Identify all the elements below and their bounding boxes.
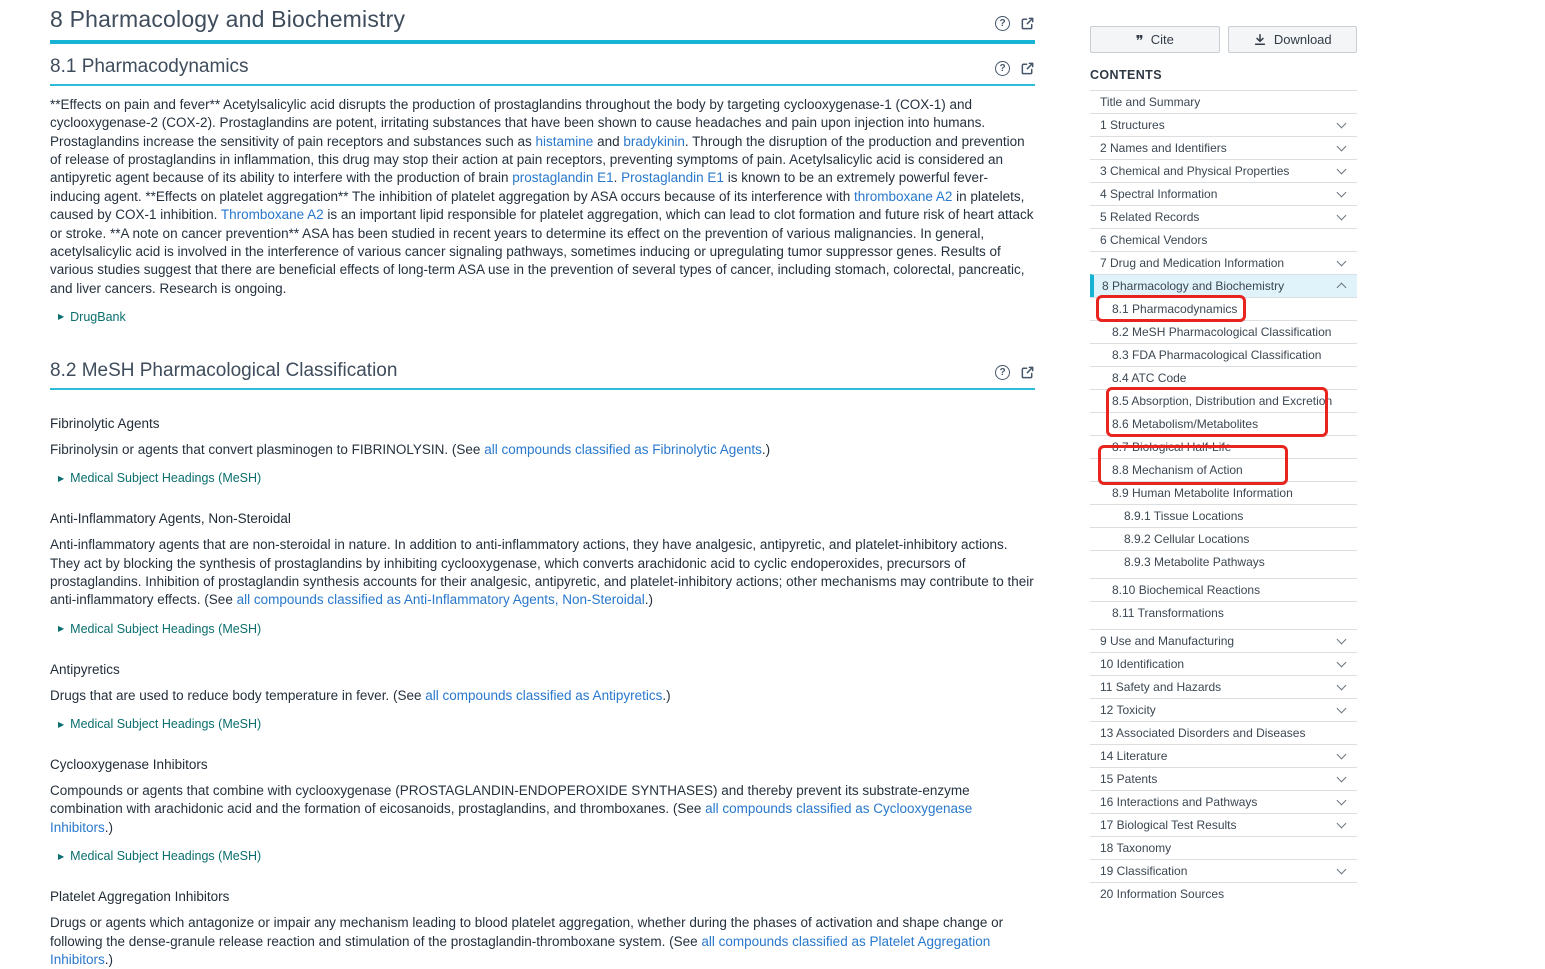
sidebar-item-label: 12 Toxicity bbox=[1100, 703, 1156, 717]
sidebar-item-10-identification[interactable] bbox=[1090, 652, 1357, 675]
sidebar-item-label: 3 Chemical and Physical Properties bbox=[1100, 164, 1290, 178]
external-link-icon[interactable] bbox=[1020, 365, 1035, 380]
mesh-classification-header bbox=[50, 360, 1035, 390]
sidebar-item-label: 8.1 Pharmacodynamics bbox=[1112, 302, 1238, 316]
sidebar-item-6-chemical-vendors[interactable] bbox=[1090, 228, 1357, 251]
chevron-down-icon bbox=[1337, 119, 1347, 129]
sidebar-item-3-chemical-and-physical-properties[interactable] bbox=[1090, 159, 1357, 182]
sidebar-item-label: 18 Taxonomy bbox=[1100, 841, 1172, 855]
mesh-toggle[interactable] bbox=[58, 717, 1035, 731]
sidebar-item-9-use-and-manufacturing[interactable] bbox=[1090, 629, 1357, 652]
classification-text: Drugs that are used to reduce body temperature in fever. (See all compounds classified as Antipyretics.) bbox=[50, 687, 671, 703]
sidebar-item-8-8-mechanism-of-action[interactable] bbox=[1090, 458, 1357, 481]
sidebar-item-11-safety-and-hazards[interactable] bbox=[1090, 675, 1357, 698]
chevron-down-icon bbox=[1337, 635, 1347, 645]
classification-text: Anti-inflammatory agents that are non-steroidal in nature. In addition to anti-inflammatory actions, they have analgesic, antipyretic, and platelet-inhibitory actions. They act by blocking the synthesis of prostaglandins by inhibiting cyclooxygenase, which converts arachidonic acid to cyclic endoperoxides, precursors of prostaglandins. Inhibition of prostaglandin synthesis accounts for their analgesic, antipyretic, and platelet-inhibitory actions; other mechanisms may contribute to their anti-inflammatory effects. (See all compounds classified as Anti-Inflammatory Agents, Non-Steroidal.) bbox=[50, 537, 1034, 608]
sidebar-item-label: 16 Interactions and Pathways bbox=[1100, 795, 1258, 809]
external-link-icon[interactable] bbox=[1020, 16, 1035, 31]
sidebar-item-label: 6 Chemical Vendors bbox=[1100, 233, 1208, 247]
inline-link[interactable]: Thromboxane A2 bbox=[220, 207, 324, 223]
download-button-label: Download bbox=[1273, 32, 1332, 47]
sidebar-item-label: 5 Related Records bbox=[1100, 210, 1200, 224]
sidebar-item-label: Title and Summary bbox=[1100, 95, 1201, 109]
sidebar-item-label: 11 Safety and Hazards bbox=[1100, 680, 1222, 694]
chevron-down-icon bbox=[1337, 865, 1347, 875]
sidebar-item-label: 8.9 Human Metabolite Information bbox=[1112, 486, 1293, 500]
sidebar-item-label: 17 Biological Test Results bbox=[1100, 818, 1237, 832]
inline-link[interactable]: all compounds classified as Anti-Inflammatory Agents, Non-Steroidal bbox=[236, 592, 645, 608]
sidebar-item-label: 8.10 Biochemical Reactions bbox=[1112, 583, 1261, 597]
pharmacodynamics-text: **Effects on pain and fever** Acetylsalicylic acid disrupts the production of prostaglandins throughout the body by targeting cyclooxygenase-1 (COX-1) and cyclooxygenase-2 (COX-2). Prostaglandins are potent, irritating substances that have been shown to cause headaches and pain upon injection into humans. Prostaglandins increase the sensitivity of pain receptors and substances such as histamine and bradykinin. Through the disruption of the production and prevention of release of prostaglandins in inflammation, this drug may stop their action at pain receptors, preventing symptoms of pain. Acetylsalicylic acid is considered an antipyretic agent because of its ability to interfere with the production of brain prostaglandin E1. Prostaglandin E1 is known to be an extremely powerful fever-inducing agent. **Effects on platelet aggregation** The inhibition of platelet aggregation by ASA occurs because of its interference with thromboxane A2 in platelets, caused by COX-1 inhibition. Thromboxane A2 is an important lipid responsible for platelet aggregation, which can lead to clot formation and future risk of heart attack or stroke. **A note on cancer prevention** ASA has been studied in recent years to determine its effect on the prevention of various malignancies. In general, acetylsalicylic acid is involved in the interference of various cancer signaling pathways, sometimes inducing or upregulating tumor suppressor genes. Results of various studies suggest that there are beneficial effects of long-term ASA use in the prevention of several types of cancer, including stomach, colorectal, pancreatic, and liver cancers. Research is ongoing. bbox=[50, 97, 1034, 296]
mesh-classification-blocks bbox=[50, 416, 1035, 969]
section-header bbox=[50, 6, 1035, 44]
expand-arrow-icon: ▶ bbox=[58, 624, 65, 634]
sidebar-item-8-9-2-cellular-locations[interactable] bbox=[1090, 527, 1357, 550]
drugbank-toggle-label: DrugBank bbox=[70, 309, 126, 324]
sidebar-item-label: 14 Literature bbox=[1100, 749, 1168, 763]
chevron-down-icon bbox=[1337, 704, 1347, 714]
inline-link[interactable]: all compounds classified as Fibrinolytic Agents bbox=[484, 441, 762, 457]
sidebar-item-label: 10 Identification bbox=[1100, 657, 1185, 671]
chevron-down-icon bbox=[1337, 142, 1347, 152]
classification-heading: Fibrinolytic Agents bbox=[50, 415, 160, 431]
sidebar-item-label: 8.8 Mechanism of Action bbox=[1112, 463, 1243, 477]
sidebar-item-8-5-absorption-distribution-and-excretion[interactable] bbox=[1090, 389, 1357, 412]
sidebar-item-label: 8.2 MeSH Pharmacological Classification bbox=[1112, 325, 1332, 339]
sidebar-item-8-11-transformations[interactable] bbox=[1090, 601, 1357, 624]
download-icon bbox=[1253, 33, 1267, 47]
cite-button[interactable] bbox=[1090, 26, 1220, 53]
sidebar-item-19-classification[interactable] bbox=[1090, 859, 1357, 882]
help-icon[interactable]: ? bbox=[995, 61, 1010, 76]
classification-heading: Platelet Aggregation Inhibitors bbox=[50, 889, 230, 905]
chevron-down-icon bbox=[1337, 819, 1347, 829]
inline-link[interactable]: all compounds classified as Platelet Aggregation Inhibitors bbox=[50, 933, 991, 967]
chevron-down-icon bbox=[1337, 165, 1347, 175]
section-title: 8 Pharmacology and Biochemistry bbox=[50, 6, 406, 32]
sidebar-item-18-taxonomy[interactable] bbox=[1090, 836, 1357, 859]
sidebar-item-8-7-biological-half-life[interactable] bbox=[1090, 435, 1357, 458]
sidebar-item-label: 2 Names and Identifiers bbox=[1100, 141, 1227, 155]
help-icon[interactable]: ? bbox=[995, 16, 1010, 31]
inline-link[interactable]: all compounds classified as Cyclooxygenase Inhibitors bbox=[50, 801, 973, 835]
mesh-toggle-label: Medical Subject Headings (MeSH) bbox=[70, 471, 262, 486]
sidebar-item-label: 8.9.1 Tissue Locations bbox=[1124, 509, 1244, 523]
sidebar-actions bbox=[1090, 26, 1357, 53]
inline-link[interactable]: thromboxane A2 bbox=[854, 188, 953, 204]
sidebar-item-8-10-biochemical-reactions[interactable] bbox=[1090, 578, 1357, 601]
mesh-toggle-label: Medical Subject Headings (MeSH) bbox=[70, 849, 262, 864]
chevron-down-icon bbox=[1337, 658, 1347, 668]
sidebar-item-label: 8 Pharmacology and Biochemistry bbox=[1102, 279, 1285, 293]
inline-link[interactable]: Prostaglandin E1 bbox=[621, 170, 724, 186]
sidebar-item-5-related-records[interactable] bbox=[1090, 205, 1357, 228]
contents-heading: CONTENTS bbox=[1090, 68, 1162, 82]
sidebar-item-label: 9 Use and Manufacturing bbox=[1100, 634, 1235, 648]
classification-text: Fibrinolysin or agents that convert plasminogen to FIBRINOLYSIN. (See all compounds classified as Fibrinolytic Agents.) bbox=[50, 441, 771, 457]
sidebar-item-label: 8.3 FDA Pharmacological Classification bbox=[1112, 348, 1322, 362]
sidebar-item-label: 1 Structures bbox=[1100, 118, 1165, 132]
mesh-toggle[interactable] bbox=[58, 471, 1035, 485]
chevron-down-icon bbox=[1337, 796, 1347, 806]
expand-arrow-icon: ▶ bbox=[58, 719, 65, 729]
sidebar-item-15-patents[interactable] bbox=[1090, 767, 1357, 790]
contents-sidebar bbox=[1090, 26, 1357, 905]
sidebar-item-8-9-human-metabolite-information[interactable] bbox=[1090, 481, 1357, 504]
sidebar-item-17-biological-test-results[interactable] bbox=[1090, 813, 1357, 836]
sidebar-item-label: 8.7 Biological Half-Life bbox=[1112, 440, 1232, 454]
subsection-title: 8.2 MeSH Pharmacological Classification bbox=[50, 359, 398, 381]
classification-text: Compounds or agents that combine with cyclooxygenase (PROSTAGLANDIN-ENDOPEROXIDE SYNTHASES) and thereby prevent its substrate-enzyme combination with arachidonic acid and the formation of eicosanoids, prostaglandins, and thromboxanes. (See all compounds classified as Cyclooxygenase Inhibitors.) bbox=[50, 783, 973, 835]
inline-link[interactable]: prostaglandin E1 bbox=[512, 170, 614, 186]
chevron-down-icon bbox=[1337, 750, 1347, 760]
chevron-up-icon bbox=[1337, 283, 1347, 293]
sidebar-item-1-structures[interactable] bbox=[1090, 113, 1357, 136]
main-content bbox=[50, 6, 1035, 969]
sidebar-item-label: 8.6 Metabolism/Metabolites bbox=[1112, 417, 1259, 431]
pharmacodynamics-header bbox=[50, 56, 1035, 86]
classification-text: Drugs or agents which antagonize or impair any mechanism leading to blood platelet aggregation, whether during the phases of activation and shape change or following the dense-granule release reaction and stimulation of the prostaglandin-thromboxane system. (See all compounds classified as Platelet Aggregation Inhibitors.) bbox=[50, 915, 1004, 967]
mesh-toggle[interactable] bbox=[58, 622, 1035, 636]
sidebar-item-label: 15 Patents bbox=[1100, 772, 1158, 786]
mesh-toggle-label: Medical Subject Headings (MeSH) bbox=[70, 717, 262, 732]
sidebar-item-8-9-3-metabolite-pathways[interactable] bbox=[1090, 550, 1357, 573]
sidebar-item-4-spectral-information[interactable] bbox=[1090, 182, 1357, 205]
sidebar-item-8-pharmacology-and-biochemistry[interactable] bbox=[1090, 274, 1357, 297]
sidebar-item-16-interactions-and-pathways[interactable] bbox=[1090, 790, 1357, 813]
chevron-down-icon bbox=[1337, 257, 1347, 267]
drugbank-toggle[interactable] bbox=[58, 310, 1035, 324]
mesh-toggle-label: Medical Subject Headings (MeSH) bbox=[70, 621, 262, 636]
sidebar-item-7-drug-and-medication-information[interactable] bbox=[1090, 251, 1357, 274]
sidebar-item-label: 8.5 Absorption, Distribution and Excretion bbox=[1112, 394, 1333, 408]
classification-heading: Antipyretics bbox=[50, 661, 120, 677]
sidebar-item-label: 7 Drug and Medication Information bbox=[1100, 256, 1285, 270]
sidebar-item-label: 8.11 Transformations bbox=[1112, 606, 1224, 620]
sidebar-item-label: 8.9.2 Cellular Locations bbox=[1124, 532, 1250, 546]
cite-button-label: Cite bbox=[1150, 32, 1174, 47]
inline-link[interactable]: bradykinin bbox=[623, 133, 685, 149]
sidebar-item-label: 13 Associated Disorders and Diseases bbox=[1100, 726, 1306, 740]
sidebar-item-title-and-summary[interactable] bbox=[1090, 90, 1357, 113]
sidebar-item-8-3-fda-pharmacological-classification[interactable] bbox=[1090, 343, 1357, 366]
sidebar-item-8-2-mesh-pharmacological-classification[interactable] bbox=[1090, 320, 1357, 343]
sidebar-item-label: 19 Classification bbox=[1100, 864, 1188, 878]
chevron-down-icon bbox=[1337, 681, 1347, 691]
sidebar-item-13-associated-disorders-and-diseases[interactable] bbox=[1090, 721, 1357, 744]
external-link-icon[interactable] bbox=[1020, 61, 1035, 76]
sidebar-item-8-1-pharmacodynamics[interactable] bbox=[1090, 297, 1357, 320]
sidebar-item-12-toxicity[interactable] bbox=[1090, 698, 1357, 721]
chevron-down-icon bbox=[1337, 211, 1347, 221]
sidebar-item-2-names-and-identifiers[interactable] bbox=[1090, 136, 1357, 159]
contents-nav bbox=[1090, 90, 1357, 905]
classification-heading: Cyclooxygenase Inhibitors bbox=[50, 757, 208, 773]
classification-heading: Anti-Inflammatory Agents, Non-Steroidal bbox=[50, 511, 291, 527]
chevron-down-icon bbox=[1337, 773, 1347, 783]
expand-arrow-icon: ▶ bbox=[58, 312, 65, 322]
expand-arrow-icon: ▶ bbox=[58, 851, 65, 861]
sidebar-item-label: 8.4 ATC Code bbox=[1112, 371, 1187, 385]
expand-arrow-icon: ▶ bbox=[58, 473, 65, 483]
inline-link[interactable]: all compounds classified as Antipyretics bbox=[425, 687, 663, 703]
download-button[interactable] bbox=[1228, 26, 1358, 53]
sidebar-item-8-9-1-tissue-locations[interactable] bbox=[1090, 504, 1357, 527]
chevron-down-icon bbox=[1337, 188, 1347, 198]
sidebar-item-20-information-sources[interactable] bbox=[1090, 882, 1357, 905]
quote-icon: ❞ bbox=[1135, 32, 1144, 50]
help-icon[interactable]: ? bbox=[995, 365, 1010, 380]
sidebar-item-label: 4 Spectral Information bbox=[1100, 187, 1218, 201]
sidebar-item-label: 8.9.3 Metabolite Pathways bbox=[1124, 555, 1265, 569]
mesh-toggle[interactable] bbox=[58, 849, 1035, 863]
sidebar-item-14-literature[interactable] bbox=[1090, 744, 1357, 767]
sidebar-item-8-4-atc-code[interactable] bbox=[1090, 366, 1357, 389]
sidebar-item-8-6-metabolism-metabolites[interactable] bbox=[1090, 412, 1357, 435]
sidebar-item-label: 20 Information Sources bbox=[1100, 887, 1225, 901]
subsection-title: 8.1 Pharmacodynamics bbox=[50, 56, 249, 77]
inline-link[interactable]: histamine bbox=[535, 133, 594, 149]
